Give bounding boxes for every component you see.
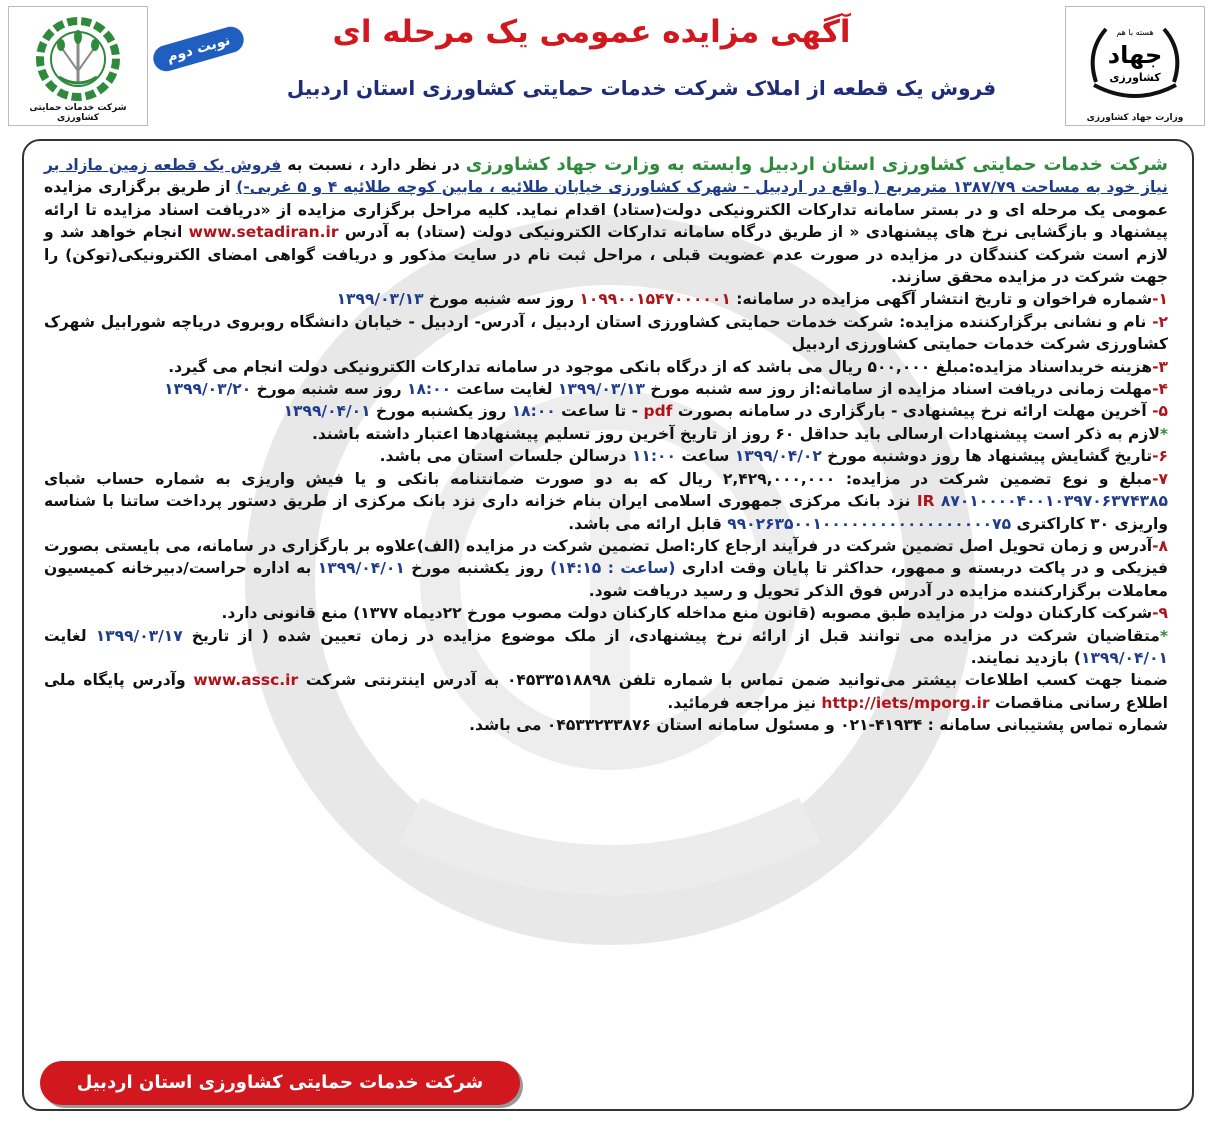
pdf-format: pdf	[643, 402, 673, 421]
contact-text: وآدرس پایگاه ملی اطلاع رسانی مناقصات	[44, 671, 1168, 712]
intro-lead: شرکت خدمات حمایتی کشاورزی استان اردبیل وابسته به وزارت جهاد کشاورزی	[465, 154, 1169, 175]
assc-link[interactable]: www.assc.ir	[193, 671, 299, 690]
item-text: تاریخ گشایش پیشنهاد ها روز دوشنبه مورخ	[821, 447, 1153, 466]
item-text: آدرس و زمان تحویل اصل تضمین شرکت در فرآیند ارجاع کار:اصل تضمین شرکت در مزایده (الف)علاوه بر بارگزاری در سامانه، می بایستی بصورت فیزیکی و در پاکت دربسته و ممهور، حداکثر تا پایان وقت اداری	[44, 536, 1168, 578]
note-star: *	[1159, 626, 1168, 645]
visit-start-date: ۱۳۹۹/۰۳/۱۷	[95, 626, 183, 645]
sheba-prefix: IR	[916, 492, 935, 511]
item-number: ۴-	[1152, 380, 1168, 399]
item-number: ۳-	[1152, 357, 1168, 376]
item-7	[44, 468, 1168, 535]
delivery-time: (ساعت : ۱۴:۱۵)	[550, 559, 676, 578]
item-number: ۶-	[1152, 447, 1168, 466]
doc-start-date: ۱۳۹۹/۰۳/۱۳	[557, 380, 645, 399]
announcement-body	[44, 154, 1168, 737]
item-6	[44, 445, 1168, 467]
intro-text-1: در نظر دارد ، نسبت به	[281, 156, 466, 174]
item-2	[44, 311, 1168, 356]
item-number: ۹-	[1152, 604, 1168, 623]
jahad-keshavarzi-logo-icon	[1066, 7, 1204, 107]
sheba-number: ۸۷۰۱۰۰۰۰۴۰۰۱۰۳۹۷۰۶۳۷۴۳۸۵	[940, 492, 1168, 511]
item-8	[44, 535, 1168, 602]
item-text: قابل ارائه می باشد.	[568, 514, 728, 533]
item-text: درسالن جلسات استان می باشد.	[379, 447, 632, 466]
intro-paragraph	[44, 154, 1168, 288]
item-text: روز سه شنبه مورخ	[251, 380, 407, 399]
note-1	[44, 423, 1168, 445]
item-text: لغایت ساعت	[451, 380, 558, 399]
intro-text-2: از طریق برگزاری مزایده عمومی یک مرحله ای و در بستر سامانه تدارکات الکترونیکی دولت(ستاد) اقدام نماید. کلیه مراحل برگزاری مزایده از «دریافت اسناد مزایده تا ارائه پیشنهاد و بازگشایی نرخ های پیشنهادی « از طریق درگاه سامانه تدارکات الکترونیکی دولت (ستاد) به آدرس	[44, 178, 1168, 242]
item-number: ۱-	[1152, 290, 1168, 309]
doc-deadline-time: ۱۸:۰۰	[406, 380, 452, 399]
offer-deadline-time: ۱۸:۰۰	[511, 402, 556, 421]
footer-company-banner: شرکت خدمات حمایتی کشاورزی استان اردبیل	[40, 1061, 520, 1105]
property-description: فروش یک قطعه زمین مازاد بر نیاز خود به مساحت ۱۳۸۷/۷۹ مترمربع ( واقع در اردبیل - شهرک کشاورزی خیابان طلائیه ، مابین کوچه طلائیه ۴ و ۵ غربی-)	[44, 156, 1169, 197]
delivery-date: ۱۳۹۹/۰۴/۰۱	[317, 559, 405, 578]
note-text: متقاضیان شرکت در مزایده می توانند قبل از ارائه نرخ پیشنهادی، از ملک موضوع مزایده در زمان تعیین شده ( از تاریخ	[182, 626, 1160, 645]
visit-end-date: ۱۳۹۹/۰۴/۰۱	[1080, 648, 1168, 667]
deposit-id: ۹۹۰۲۶۳۵۰۰۱۰۰۰۰۰۰۰۰۰۰۰۰۰۰۰۰۰۰۷۵	[727, 514, 1012, 533]
item-1	[44, 288, 1168, 310]
right-logo-main: جهاد	[1107, 41, 1163, 69]
contact-text: ضمنا جهت کسب اطلاعات بیشتر می‌توانید ضمن تماس با شماره تلفن ۰۴۵۳۳۵۱۸۸۹۸ به آدرس اینترنتی شرکت	[298, 671, 1169, 690]
offer-deadline-date: ۱۳۹۹/۰۴/۰۱	[283, 402, 371, 421]
note-text: ) بازدید نمایند.	[970, 648, 1081, 667]
tender-number: ۱۰۹۹۰۰۱۵۴۷۰۰۰۰۰۱	[579, 290, 731, 309]
item-9	[44, 602, 1168, 624]
item-text: شرکت کارکنان دولت در مزایده طبق مصوبه (قانون منع مداخله کارکنان دولت مصوب مورخ ۲۲دیماه ۱۳۷۷) منع قانونی دارد.	[221, 604, 1153, 623]
item-number: ۵-	[1152, 402, 1168, 421]
ministry-logo	[1065, 6, 1205, 126]
intro-text-3: انجام خواهد شد و لازم است شرکت کنندگان در مزایده در صورت عدم عضویت قبلی ، مراحل ثبت نام در سایت مذکور و دریافت گواهی امضای الکترونیکی(توکن) را جهت شرکت در مزایده محقق سازند.	[44, 223, 1168, 287]
item-text: هزینه خریداسناد مزایده:مبلغ ۵۰۰,۰۰۰ ریال می باشد که از درگاه بانکی موجود در سامانه تدارکات الکترونیکی دولت انجام می گیرد.	[168, 357, 1153, 376]
right-logo-top: هسته با هم	[1116, 28, 1154, 37]
item-text: شماره فراخوان و تاریخ انتشار آگهی مزایده در سامانه:	[730, 290, 1153, 309]
item-text: مبلغ و نوع تضمین شرکت در مزایده: ۲,۴۲۹,۰۰۰,۰۰۰ ریال که به دو صورت ضمانتنامه بانکی و یا فیش واریزی به شماره حساب شبای	[44, 469, 1153, 488]
item-text: به اداره حراست/دبیرخانه کمیسیون معاملات برگزارکننده مزایده در آدرس فوق الذکر تحویل و رسید دریافت شود.	[44, 559, 1168, 600]
note-text: لازم به ذکر است پیشنهادات ارسالی باید حداقل ۶۰ روز از تاریخ آخرین روز تسلیم پیشنهادها اعتبار داشته باشند.	[311, 424, 1160, 443]
right-logo-bottom: کشاورزی	[1109, 71, 1161, 84]
item-number: ۷-	[1152, 469, 1168, 488]
left-logo-caption: شرکت خدمات حمایتی کشاورزی	[29, 103, 127, 123]
second-round-badge: نوبت دوم	[150, 24, 247, 75]
item-4	[44, 378, 1168, 400]
support-paragraph	[44, 714, 1168, 736]
item-number: ۸-	[1152, 536, 1168, 555]
note-star: *	[1159, 424, 1168, 443]
contact-paragraph	[44, 669, 1168, 714]
opening-time: ۱۱:۰۰	[631, 447, 676, 466]
item-text: روز سه شنبه مورخ	[423, 290, 580, 309]
item-text: - تا ساعت	[555, 402, 644, 421]
item-text: نام و نشانی برگزارکننده مزایده: شرکت خدمات حمایتی کشاورزی استان اردبیل ، آدرس- اردبیل - خیابان دانشگاه روبروی دریاچه شورابیل شهرک کشاورزی شرکت خدمات حمایتی کشاورزی اردبیل	[44, 312, 1168, 354]
iets-link[interactable]: http://iets/mporg.ir	[821, 693, 990, 712]
right-logo-caption: وزارت جهاد کشاورزی	[1086, 113, 1184, 123]
note-text: لغایت	[44, 626, 96, 645]
support-text: شماره تماس پشتیبانی سامانه : ۴۱۹۳۴-۰۲۱ و مسئول سامانه استان ۰۴۵۳۳۲۳۳۸۷۶ می باشد.	[469, 716, 1168, 735]
item-5	[44, 400, 1168, 422]
item-text: آخرین مهلت ارائه نرخ پیشنهادی - بارگزاری در سامانه بصورت	[672, 402, 1153, 421]
item-number: ۲-	[1152, 312, 1168, 331]
page-subtitle: فروش یک قطعه از املاک شرکت خدمات حمایتی کشاورزی استان اردبیل	[286, 76, 997, 100]
item-text: ساعت	[675, 447, 735, 466]
publish-date: ۱۳۹۹/۰۳/۱۳	[336, 290, 424, 309]
wheat-circle-logo-icon	[9, 7, 147, 107]
item-text: روز یکشنبه مورخ	[404, 559, 551, 578]
setadiran-link[interactable]: www.setadiran.ir	[188, 223, 339, 242]
item-text: نزد بانک مرکزی جمهوری اسلامی ایران بنام خزانه داری نزد بانک مرکزی از طریق دستور پرداخت ساتنا با شناسه واریزی ۳۰ کاراکتری	[44, 492, 1168, 533]
item-3	[44, 356, 1168, 378]
item-text: روز یکشنبه مورخ	[370, 402, 512, 421]
doc-end-date: ۱۳۹۹/۰۳/۲۰	[164, 380, 252, 399]
contact-text: نیز مراجعه فرمائید.	[667, 693, 822, 712]
page-title: آگهی مزایده عمومی یک مرحله ای	[332, 14, 851, 50]
agri-support-logo	[8, 6, 148, 126]
item-text: مهلت زمانی دریافت اسناد مزایده از سامانه:از روز سه شنبه مورخ	[644, 380, 1153, 399]
opening-date: ۱۳۹۹/۰۴/۰۲	[734, 447, 822, 466]
note-2	[44, 625, 1168, 670]
